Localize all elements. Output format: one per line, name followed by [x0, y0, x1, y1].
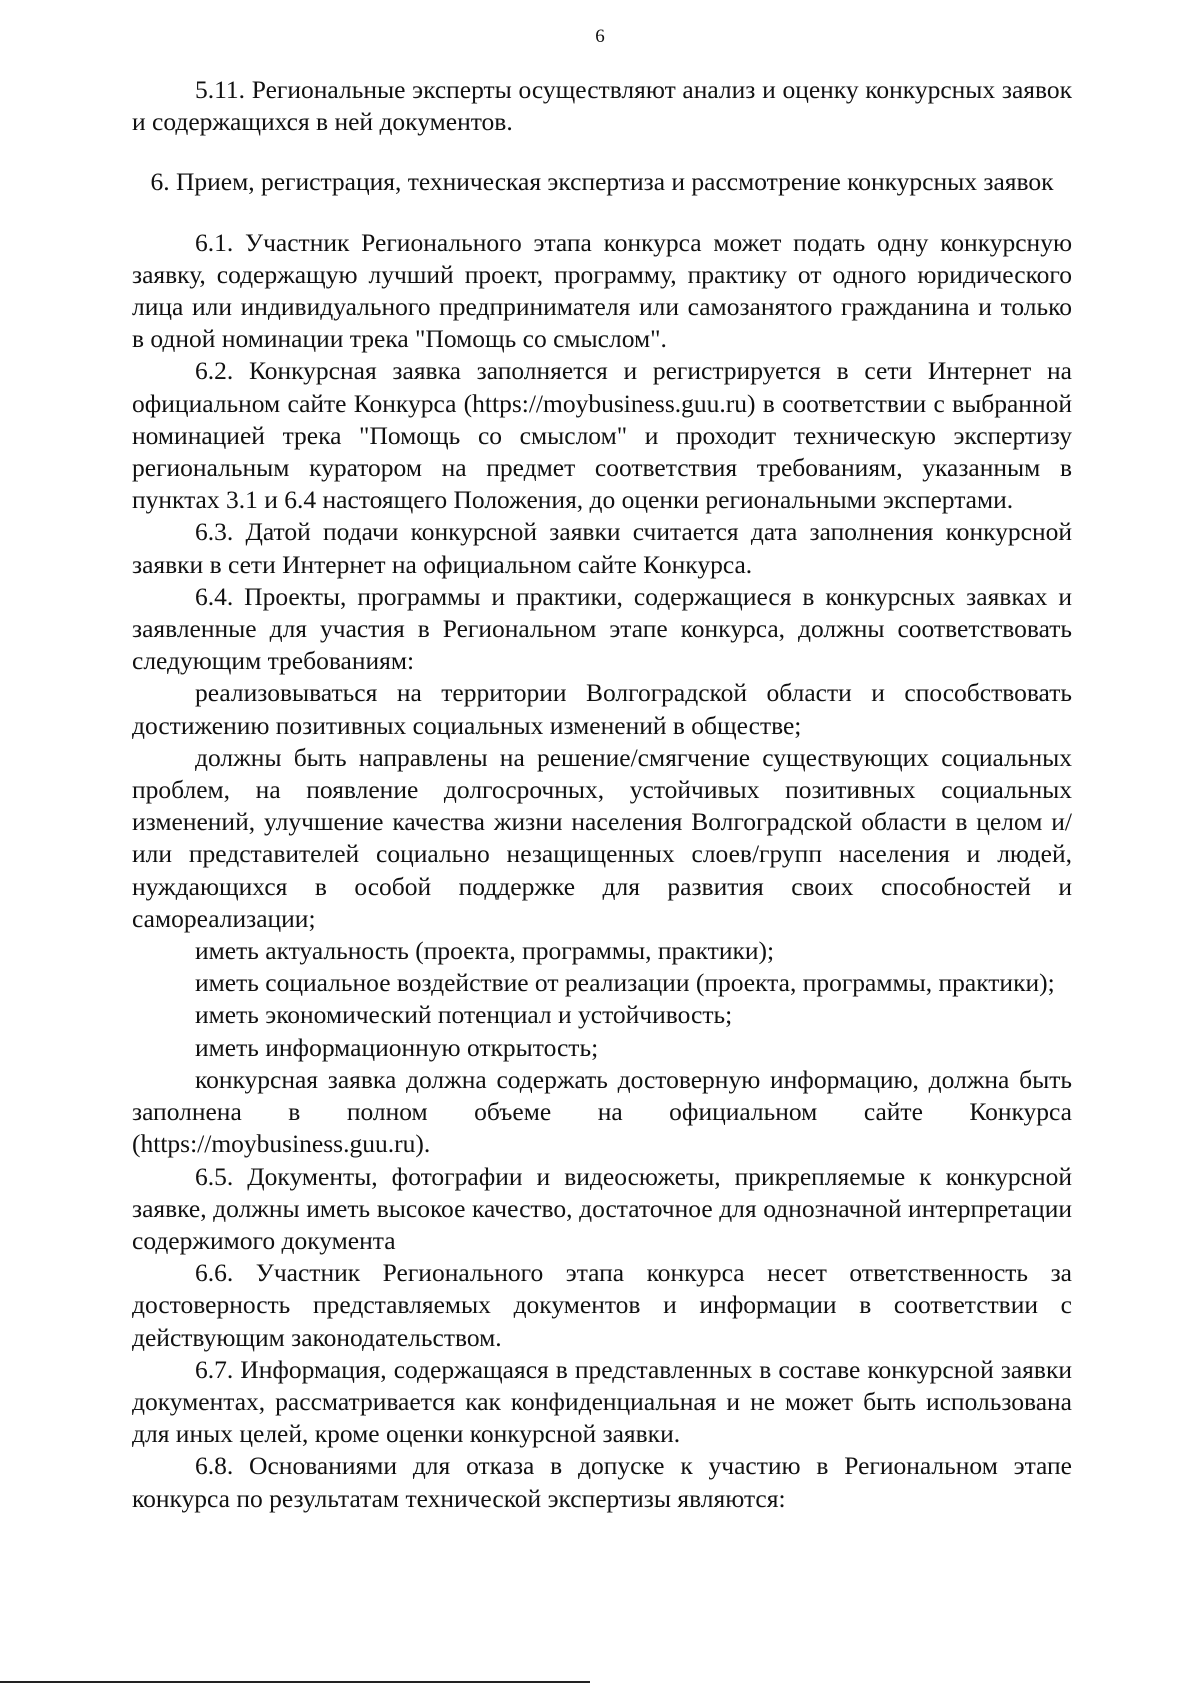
- page-number: 6: [595, 26, 605, 47]
- requirement-item: иметь информационную открытость;: [195, 1032, 599, 1062]
- paragraph-6-3: 6.3. Датой подачи конкурсной заявки считается дата заполнения конкурсной заявки в сети Интернет на официальном сайте Конкурса.: [132, 517, 1072, 579]
- document-body: [132, 74, 1072, 1515]
- section-heading-6: 6. Прием, регистрация, техническая экспертиза и рассмотрение конкурсных заявок: [150, 167, 1054, 197]
- paragraph-6-8: 6.8. Основаниями для отказа в допуске к участию в Региональном этапе конкурса по результатам технической экспертизы являются:: [132, 1451, 1072, 1513]
- paragraph-6-4: 6.4. Проекты, программы и практики, содержащиеся в конкурсных заявках и заявленные для участия в Региональном этапе конкурса, должны соответствовать следующим требованиям:: [132, 581, 1072, 676]
- paragraph-5-11: 5.11. Региональные эксперты осуществляют анализ и оценку конкурсных заявок и содержащихся в ней документов.: [132, 75, 1072, 137]
- requirement-item: иметь социальное воздействие от реализации (проекта, программы, практики);: [195, 968, 1055, 998]
- requirement-item: реализовываться на территории Волгоградской области и способствовать достижению позитивных социальных изменений в обществе;: [132, 678, 1072, 740]
- requirement-item: конкурсная заявка должна содержать достоверную информацию, должна быть заполнена в полном объеме на официальном сайте Конкурса (https://moybusiness.guu.ru).: [132, 1064, 1072, 1159]
- paragraph-6-2: 6.2. Конкурсная заявка заполняется и регистрируется в сети Интернет на официальном сайте Конкурса (https://moybusiness.guu.ru) в соответствии с выбранной номинацией трека "Помощь со смыслом" и проходит техническую экспертизу региональным куратором на предмет соответствия требованиям, указанным в пунктах 3.1 и 6.4 настоящего Положения, до оценки региональными экспертами.: [132, 356, 1072, 515]
- requirement-item: иметь актуальность (проекта, программы, практики);: [195, 936, 775, 966]
- paragraph-6-5: 6.5. Документы, фотографии и видеосюжеты, прикрепляемые к конкурсной заявке, должны иметь высокое качество, достаточное для однозначной интерпретации содержимого документа: [132, 1161, 1072, 1255]
- requirement-item: должны быть направлены на решение/смягчение существующих социальных проблем, на появление долгосрочных, устойчивых позитивных социальных изменений, улучшение качества жизни населения Волгоградской области в целом и/или представителей социально незащищенных слоев/групп населения и людей, нуждающихся в особой поддержке для развития своих способностей и самореализации;: [132, 742, 1072, 933]
- requirement-item: иметь экономический потенциал и устойчивость;: [195, 1000, 733, 1030]
- paragraph-6-7: 6.7. Информация, содержащаяся в представленных в составе конкурсной заявки документах, рассматривается как конфиденциальная и не может быть использована для иных целей, кроме оценки конкурсной заявки.: [132, 1354, 1072, 1449]
- paragraph-6-6: 6.6. Участник Регионального этапа конкурса несет ответственность за достоверность представляемых документов и информации в соответствии с действующим законодательством.: [132, 1258, 1072, 1352]
- scan-bottom-edge-line: [0, 1681, 590, 1683]
- paragraph-6-1: 6.1. Участник Регионального этапа конкурса может подать одну конкурсную заявку, содержащую лучший проект, программу, практику от одного юридического лица или индивидуального предпринимателя или самозанятого гражданина и только в одной номинации трека "Помощь со смыслом".: [132, 227, 1072, 354]
